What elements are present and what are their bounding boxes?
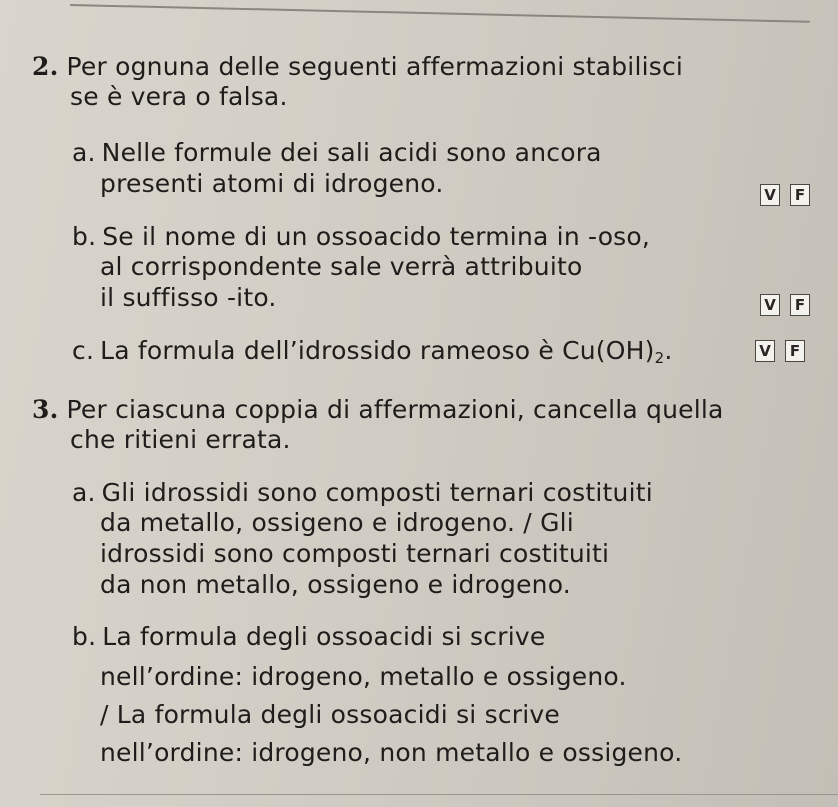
q3-item-a-line4: da non metallo, ossigeno e idrogeno. <box>100 570 571 599</box>
bottom-rule <box>40 794 838 795</box>
q2-number: 2. <box>32 52 59 81</box>
q2-item-b-line3: il suffisso -ito. <box>100 283 277 312</box>
q2-item-b-line2: al corrispondente sale verrà attribuito <box>100 252 583 281</box>
q3-item-a-line3: idrossidi sono composti ternari costituiti <box>100 539 610 568</box>
q2-item-b-letter: b. <box>72 222 97 251</box>
top-rule <box>70 4 810 23</box>
q2-item-b-line1 <box>72 222 650 252</box>
q3-prompt: Per ciascuna coppia di affermazioni, cancella quella <box>66 395 724 424</box>
q2-item-c-end: . <box>664 336 673 365</box>
q2-item-c-text: La formula dell’idrossido rameoso è Cu(OH) <box>100 336 655 365</box>
q3-item-a-line2: da metallo, ossigeno e idrogeno. / Gli <box>100 508 574 537</box>
q2-prompt: Per ognuna delle seguenti affermazioni stabilisci <box>66 52 684 81</box>
q2-line1 <box>32 52 683 82</box>
q3-item-b-line4: nell’ordine: idrogeno, non metallo e ossigeno. <box>100 738 683 767</box>
q3-line2: che ritieni errata. <box>70 425 291 454</box>
q3-item-a-letter: a. <box>72 478 96 507</box>
q3-item-b-line2: nell’ordine: idrogeno, metallo e ossigeno. <box>100 662 627 691</box>
q2-item-a-line1 <box>72 138 602 168</box>
q3-item-b-line3: / La formula degli ossoacidi si scrive <box>100 700 560 729</box>
q2-item-c-subscript: 2 <box>654 349 665 367</box>
q2-line2: se è vera o falsa. <box>70 82 288 111</box>
q2-a-true-checkbox[interactable]: V <box>760 184 780 206</box>
q3-item-b-line1 <box>72 622 545 652</box>
q3-line1 <box>32 395 724 425</box>
q2-item-c-letter: c. <box>72 336 95 365</box>
q2-item-c-vf <box>755 340 805 362</box>
q3-item-a-text: Gli idrossidi sono composti ternari costituiti <box>101 478 653 507</box>
q3-item-b-letter: b. <box>72 622 97 651</box>
q2-item-a-text: Nelle formule dei sali acidi sono ancora <box>101 138 602 167</box>
q2-item-a-letter: a. <box>72 138 96 167</box>
q2-item-c-line1 <box>72 336 672 373</box>
q2-a-false-checkbox[interactable]: F <box>790 184 810 206</box>
q3-item-a-line1 <box>72 478 653 508</box>
q2-item-b-vf <box>760 294 810 316</box>
q2-item-a-line2: presenti atomi di idrogeno. <box>100 169 444 198</box>
q2-item-b-text: Se il nome di un ossoacido termina in -oso, <box>102 222 651 251</box>
q2-item-a-vf <box>760 184 810 206</box>
q2-b-true-checkbox[interactable]: V <box>760 294 780 316</box>
q2-c-false-checkbox[interactable]: F <box>785 340 805 362</box>
q3-item-b-text: La formula degli ossoacidi si scrive <box>102 622 546 651</box>
q2-b-false-checkbox[interactable]: F <box>790 294 810 316</box>
q2-c-true-checkbox[interactable]: V <box>755 340 775 362</box>
q3-number: 3. <box>32 395 59 424</box>
